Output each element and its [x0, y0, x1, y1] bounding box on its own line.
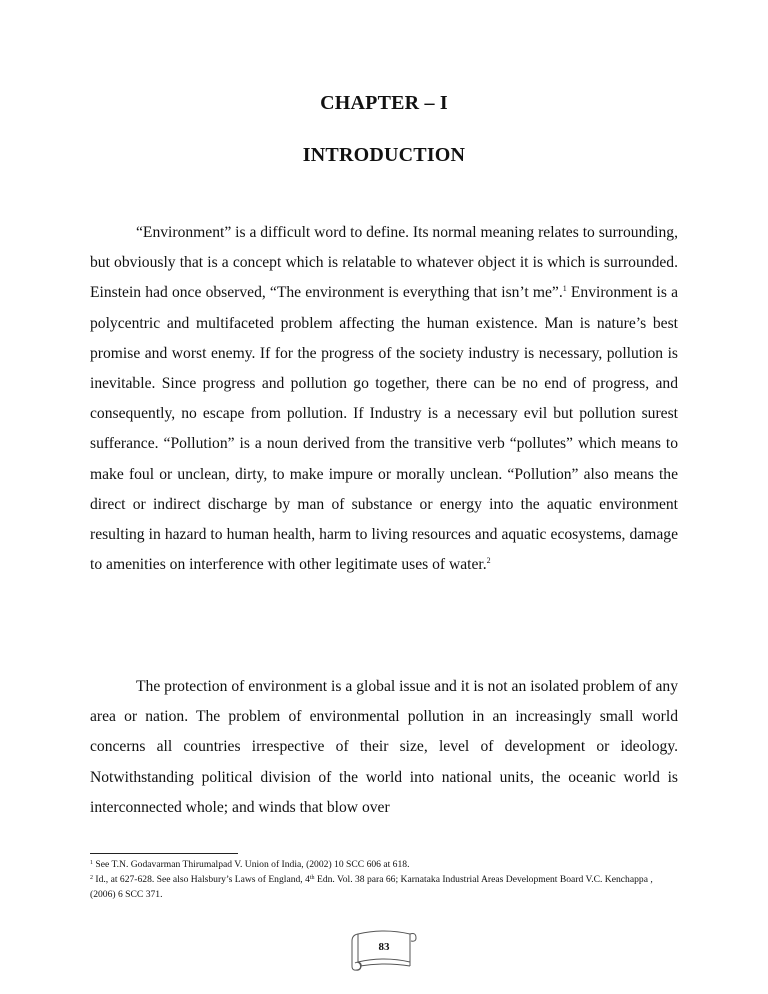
page-number-scroll	[348, 926, 420, 974]
paragraph-1	[90, 218, 678, 580]
page-number: 83	[378, 941, 390, 953]
paragraph-2-text: The protection of environment is a global issue and it is not an isolated problem of any area or nation. The problem of environmental pollution in an increasingly small world concerns all countries irrespective of their size, level of development or ideology. Notwithstanding political division of the world into national units, the oceanic world is interconnected whole; and winds that blow over	[90, 678, 678, 816]
footnotes	[90, 857, 680, 902]
footnote-2	[90, 872, 680, 902]
chapter-heading: CHAPTER – I	[320, 92, 448, 114]
section-heading: INTRODUCTION	[302, 144, 466, 166]
footnote-1	[90, 857, 680, 872]
paragraph-2	[90, 672, 678, 823]
footnote-ref-2[interactable]: 2	[486, 556, 491, 566]
footnote-mark-2: 2	[90, 875, 93, 881]
paragraph-1-text-a: “Environment” is a difficult word to define. Its normal meaning relates to surrounding, but obviously that is a concept which is relatable to whatever object it is which is surrounded. Einstein had once observed, “The environment is everything that isn’t me”.	[90, 224, 678, 302]
footnote-divider	[90, 853, 238, 854]
footnote-2-ordinal: th	[309, 875, 315, 881]
paragraph-1-text-b: Environment is a polycentric and multifaceted problem affecting the human existence. Man is nature’s best promise and worst enemy. If for the progress of the society industry is necessary, pollution is inevitable. Since progress and pollution go together, there can be no end of progress, and consequently, no escape from pollution. If Industry is a necessary evil but pollution surest sufferance. “Pollution” is a noun derived from the transitive verb “pollutes” which means to make foul or unclean, dirty, to make impure or morally unclean. “Pollution” also means the direct or indirect discharge by man of substance or energy into the aquatic environment resulting in hazard to human health, harm to living resources and aquatic ecosystems, damage to amenities on interference with other legitimate uses of water.	[90, 284, 678, 574]
footnote-ref-1[interactable]: 1	[562, 284, 567, 294]
footnote-mark-1: 1	[90, 860, 93, 866]
footnote-1-text: See T.N. Godavarman Thirumalpad V. Union of India, (2002) 10 SCC 606 at 618.	[93, 859, 410, 870]
footnote-2-text-a: Id., at 627-628. See also Halsbury’s Laws of England, 4	[93, 874, 310, 885]
footnote-2-text-b: Edn. Vol. 38 para 66; Karnataka Industrial Areas Development Board V.C. Kenchappa , (2006) 6 SCC 371.	[90, 874, 653, 900]
